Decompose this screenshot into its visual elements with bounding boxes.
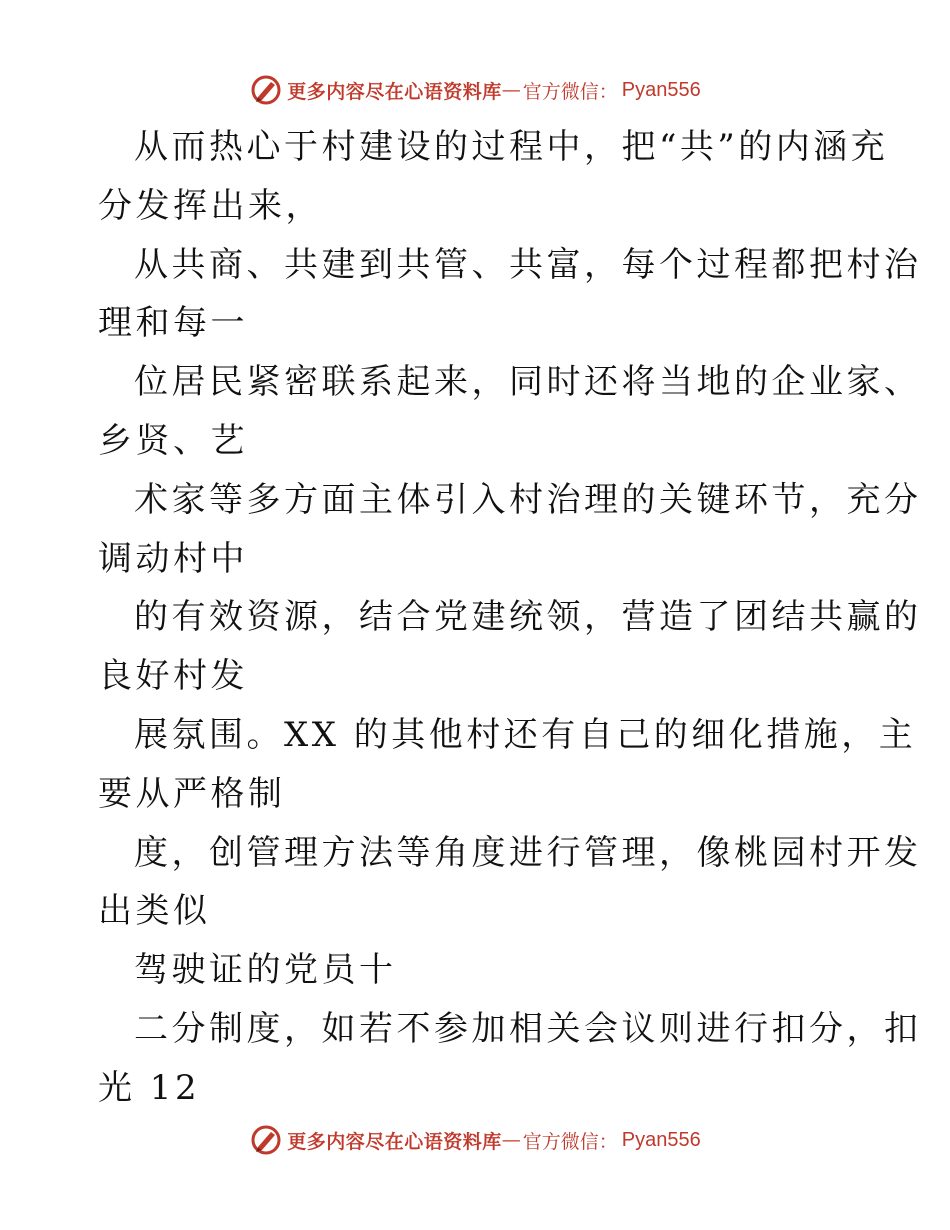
footer-banner [0, 1120, 950, 1160]
pen-logo-icon [249, 73, 283, 107]
text-line: 展氛围。XX 的其他村还有自己的细化措施，主 [134, 714, 917, 755]
text-line: 度，创管理方法等角度进行管理，像桃园村开发 [134, 832, 922, 873]
banner-site-text: 更多内容尽在心语资料库 [287, 80, 502, 103]
banner-separator: — [501, 79, 521, 101]
text-line: 的有效资源，结合党建统领，营造了团结共赢的 [134, 597, 922, 638]
text-line: 理和每一 [98, 303, 248, 344]
banner-wechat-label: 官方微信： [522, 80, 618, 103]
text-line: 位居民紧密联系起来，同时还将当地的企业家、 [134, 362, 922, 403]
banner-site-text: 更多内容尽在心语资料库 [287, 1130, 502, 1153]
text-line: 分发挥出来， [98, 185, 323, 226]
banner-wechat-id: Pyan556 [621, 1128, 701, 1151]
text-line: 驾驶证的党员十 [134, 950, 397, 991]
pen-logo-icon [249, 1123, 283, 1157]
text-line: 良好村发 [98, 656, 248, 697]
banner-separator: — [501, 1129, 521, 1151]
text-line: 二分制度，如若不参加相关会议则进行扣分，扣 [134, 1008, 922, 1049]
text-line: 从共商、共建到共管、共富，每个过程都把村治 [134, 244, 922, 285]
banner-wechat-label: 官方微信： [522, 1130, 618, 1153]
banner-wechat-id: Pyan556 [621, 78, 701, 101]
text-line: 术家等多方面主体引入村治理的关键环节，充分 [134, 479, 922, 520]
text-line: 调动村中 [98, 538, 248, 579]
text-line: 乡贤、艺 [98, 420, 248, 461]
text-line: 出类似 [98, 891, 211, 932]
document-body [98, 118, 922, 1118]
text-line: 要从严格制 [98, 773, 286, 814]
text-line: 从而热心于村建设的过程中，把“共”的内涵充 [134, 127, 889, 167]
header-banner [0, 70, 950, 110]
text-line: 光 12 [98, 1067, 201, 1108]
